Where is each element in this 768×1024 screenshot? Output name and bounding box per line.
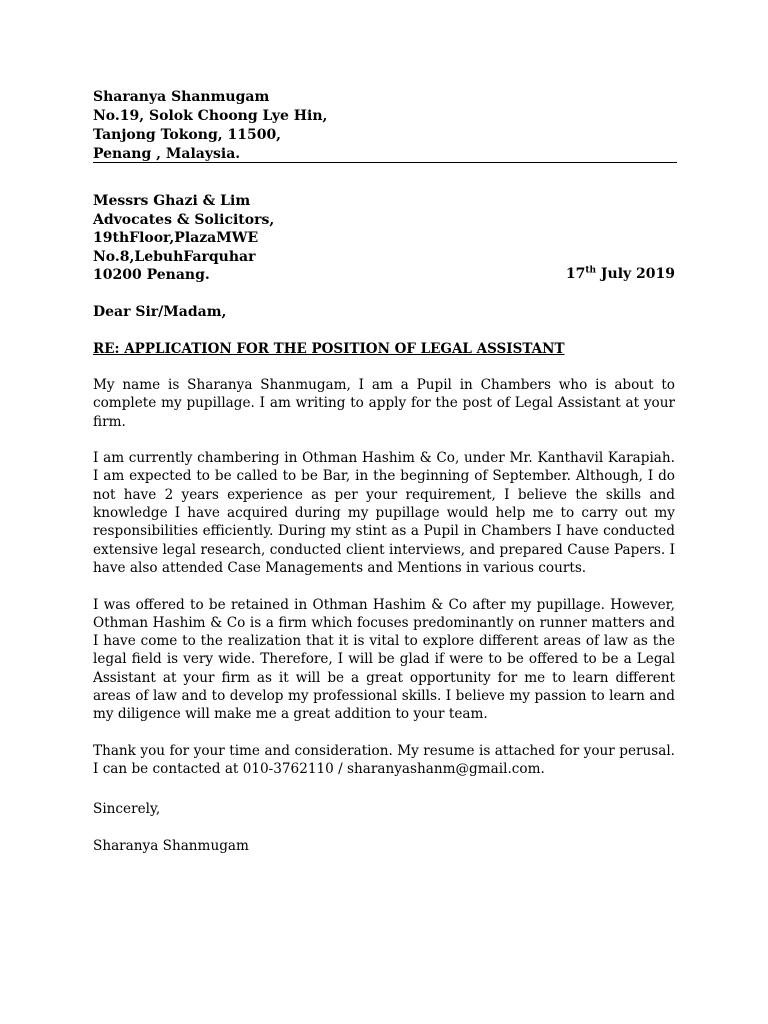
letter-date <box>566 265 675 284</box>
body-paragraph: Thank you for your time and consideration. My resume is attached for your perusal. I can be contacted at 010-3762110 / sharanyashanm@gmail.com. <box>93 742 675 778</box>
sender-address-line: Penang , Malaysia. <box>93 146 241 162</box>
recipient-line: 10200 Penang. <box>93 267 210 283</box>
closing: Sincerely, <box>93 801 161 817</box>
sender-address-line: No.19, Solok Choong Lye Hin, <box>93 108 328 124</box>
sender-name: Sharanya Shanmugam <box>93 89 270 105</box>
date-day: 17 <box>565 266 586 282</box>
recipient-line: Messrs Ghazi & Lim <box>93 193 251 209</box>
subject-line: RE: APPLICATION FOR THE POSITION OF LEGAL ASSISTANT <box>93 341 565 357</box>
recipient-line: Advocates & Solicitors, <box>93 211 275 228</box>
date-rest: July 2019 <box>596 266 675 282</box>
sender-address-line: Tanjong Tokong, 11500, <box>93 127 282 143</box>
recipient-line: No.8,LebuhFarquhar <box>93 248 256 265</box>
body-paragraph: I was offered to be retained in Othman Hashim & Co after my pupillage. However, Othman Hashim & Co is a firm which focuses predominantly on runner matters and I have come to the realization that it is vital to explore different areas of law as the legal field is very wide. Therefore, I will be glad if were to be offered to be a Legal Assistant at your firm as it will be a great opportunity for me to learn different areas of law and to develop my professional skills. I believe my passion to learn and my diligence will make me a great addition to your team. <box>93 596 675 723</box>
header-divider <box>93 162 677 163</box>
sender-block <box>93 88 493 164</box>
recipient-line: 19thFloor,PlazaMWE <box>93 230 259 246</box>
body-paragraph: My name is Sharanya Shanmugam, I am a Pupil in Chambers who is about to complete my pupillage. I am writing to apply for the post of Legal Assistant at your firm. <box>93 377 675 430</box>
signature-name: Sharanya Shanmugam <box>93 838 249 854</box>
body-paragraph: I am currently chambering in Othman Hashim & Co, under Mr. Kanthavil Karapiah. I am expected to be called to be Bar, in the beginning of September. Although, I do not have 2 years experience as per your requirement, I believe the skills and knowledge I have acquired during my pupillage would help me to carry out my responsibilities efficiently. During my stint as a Pupil in Chambers I have conducted extensive legal research, conducted client interviews, and prepared Cause Papers. I have also attended Case Managements and Mentions in various courts. <box>93 450 675 576</box>
salutation: Dear Sir/Madam, <box>93 304 227 320</box>
recipient-block <box>93 192 493 285</box>
date-suffix: th <box>585 265 597 276</box>
letter-body <box>93 376 675 797</box>
